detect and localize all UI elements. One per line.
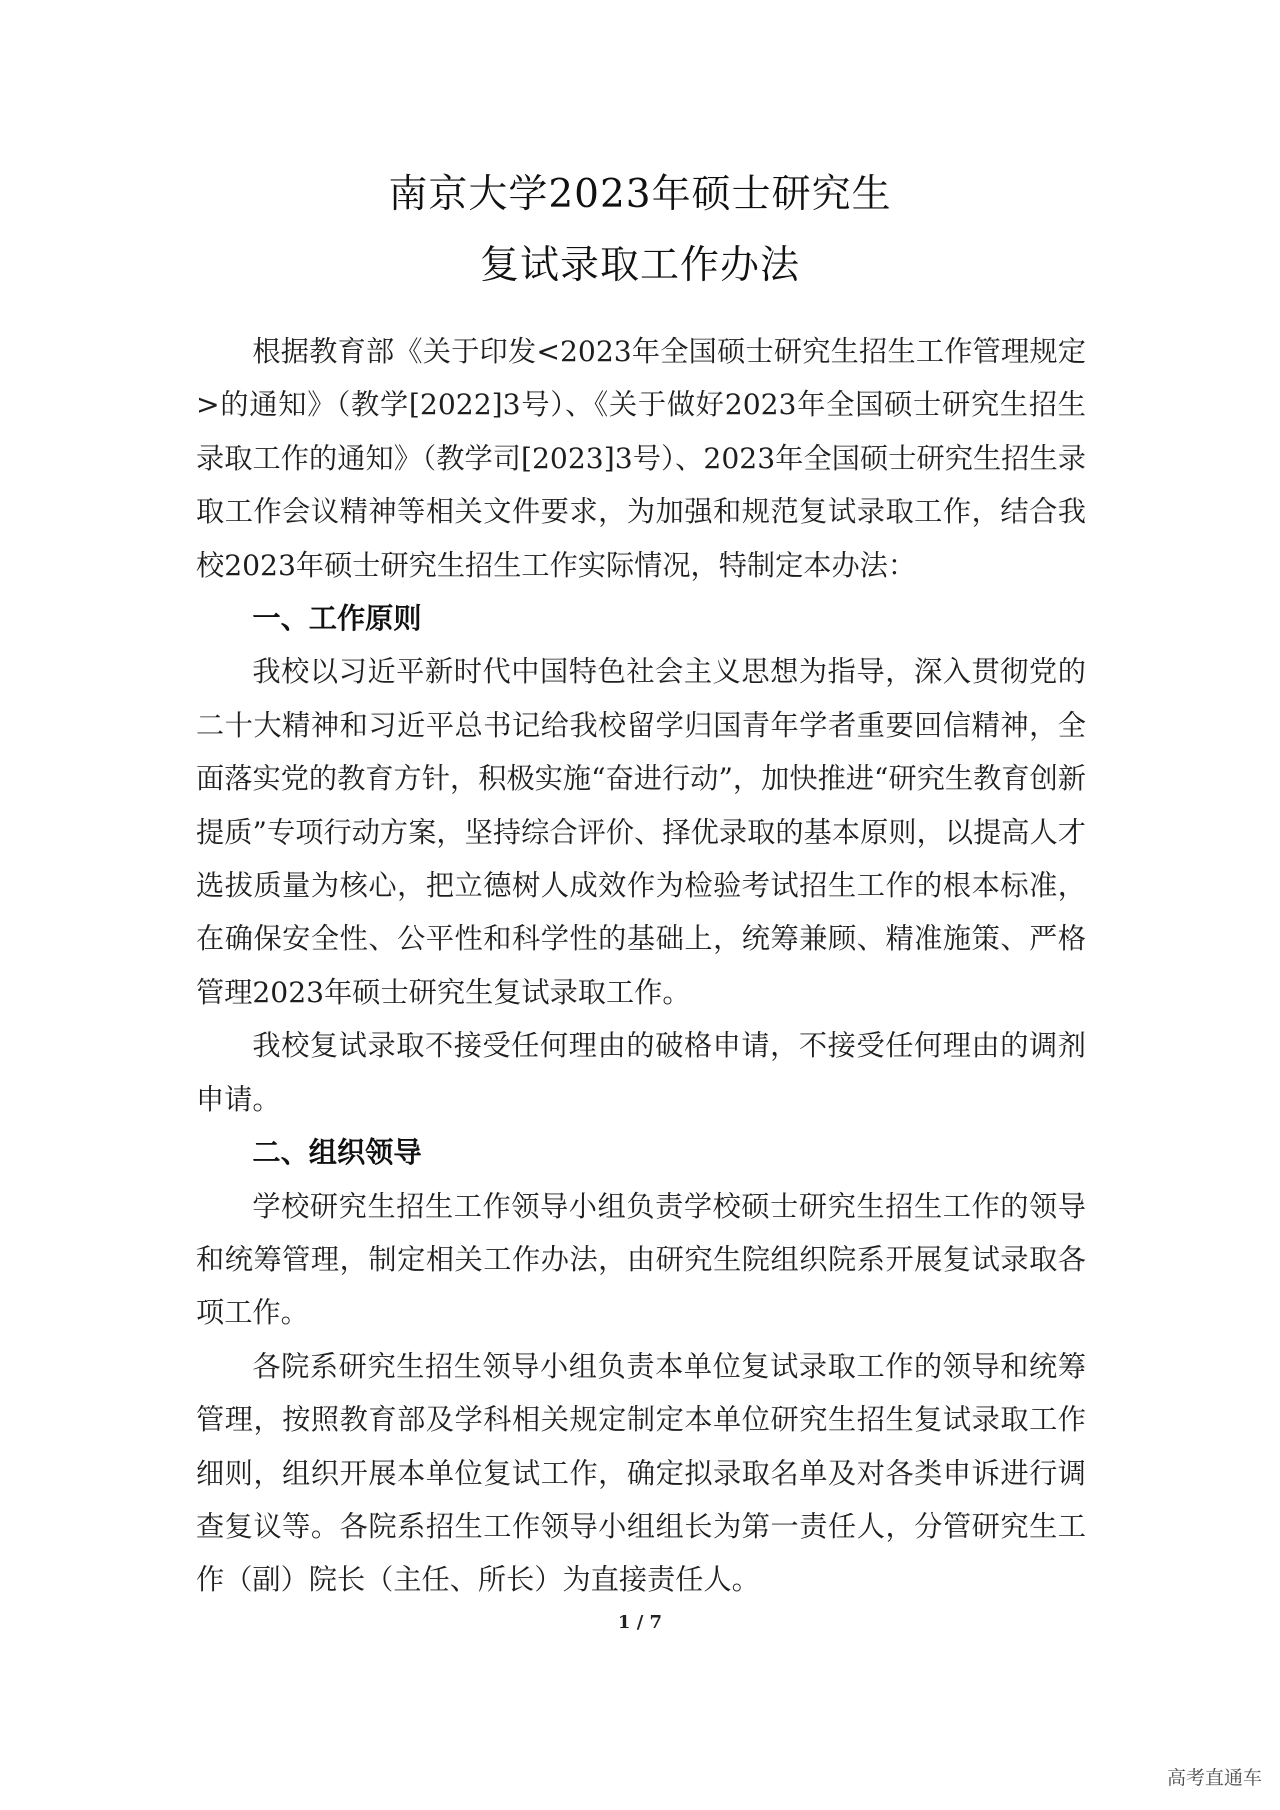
section-heading-principles: 一、工作原则 [252,602,422,636]
document-title-line2: 复试录取工作办法 [479,243,800,288]
principles-paragraph-2: 我校复试录取不接受任何理由的破格申请，不接受任何理由的调剂申请。 [196,1029,1086,1116]
intro-paragraph: 根据教育部《关于印发<2023年全国硕士研究生招生工作管理规定>的通知》（教学[2022]3号）、《关于做好2023年全国硕士研究生招生录取工作的通知》（教学司[2023]3号）、2023年全国硕士研究生招生录取工作会议精神等相关文件要求，为加强和规范复试录取工作，结合我校2023年硕士研究生招生工作实际情况，特制定本办法： [196,335,1086,582]
page-number: 1 / 7 [617,1612,663,1633]
document-title-line1: 南京大学2023年硕士研究生 [388,172,892,217]
organization-paragraph-1: 学校研究生招生工作领导小组负责学校硕士研究生招生工作的领导和统筹管理，制定相关工作办法，由研究生院组织院系开展复试录取各项工作。 [196,1189,1086,1330]
principles-paragraph-1: 我校以习近平新时代中国特色社会主义思想为指导，深入贯彻党的二十大精神和习近平总书记给我校留学归国青年学者重要回信精神，全面落实党的教育方针，积极实施“奋进行动”，加快推进“研究生教育创新提质”专项行动方案，坚持综合评价、择优录取的基本原则，以提高人才选拔质量为核心，把立德树人成效作为检验考试招生工作的根本标准，在确保安全性、公平性和科学性的基础上，统筹兼顾、精准施策、严格管理2023年硕士研究生复试录取工作。 [196,655,1086,1009]
watermark-text: 高考直通车 [1166,1767,1262,1789]
section-heading-organization: 二、组织领导 [252,1136,422,1170]
document-body [196,325,1086,1607]
organization-paragraph-2: 各院系研究生招生领导小组负责本单位复试录取工作的领导和统筹管理，按照教育部及学科相关规定制定本单位研究生招生复试录取工作细则，组织开展本单位复试工作，确定拟录取名单及对各类申诉进行调查复议等。各院系招生工作领导小组组长为第一责任人，分管研究生工作（副）院长（主任、所长）为直接责任人。 [196,1349,1086,1597]
